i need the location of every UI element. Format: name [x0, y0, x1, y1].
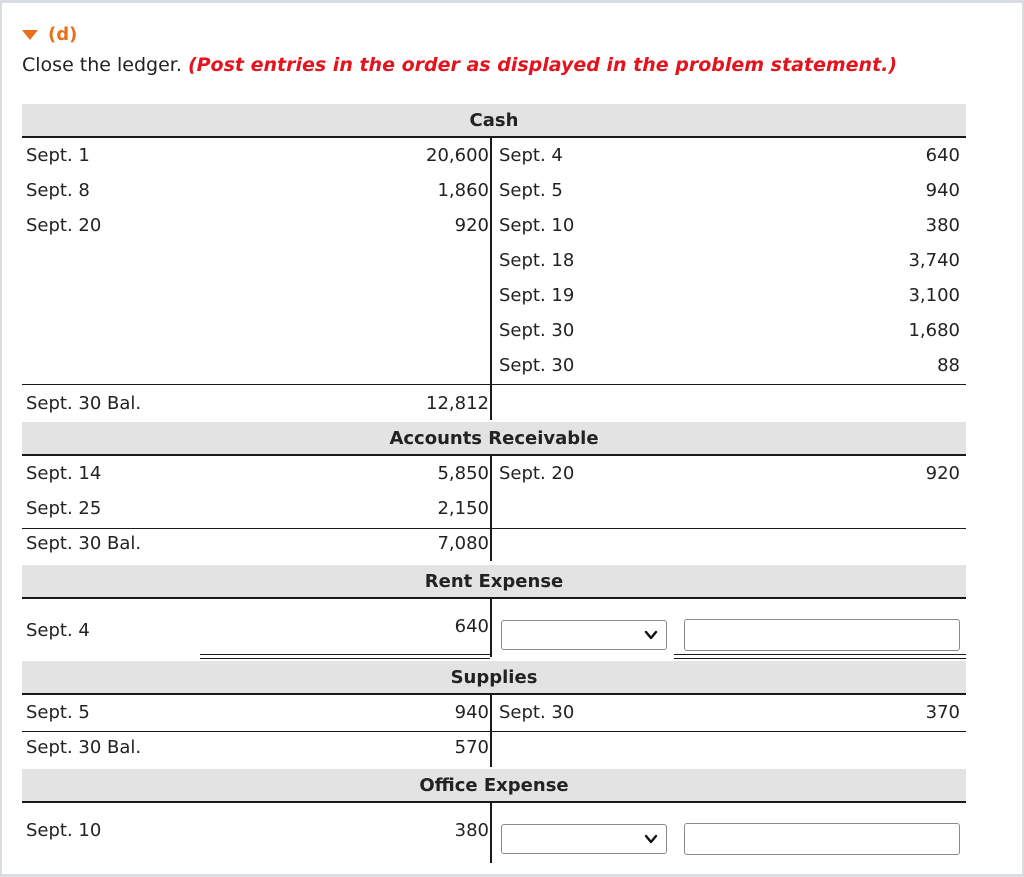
part-d-header[interactable]	[22, 22, 77, 46]
debit-amount: 920	[454, 215, 489, 236]
credit-date: Sept. 18	[499, 250, 575, 271]
debit-amount: 380	[454, 820, 489, 841]
ledger-row	[22, 208, 966, 243]
balance-row	[22, 386, 966, 421]
ledger-office-expense	[22, 769, 966, 848]
debit-amount: 640	[454, 616, 489, 637]
chevron-down-icon	[644, 832, 658, 846]
ledger-row	[22, 173, 966, 208]
ledger-row	[22, 695, 966, 730]
debit-amount: 5,850	[437, 463, 489, 484]
rent-expense-credit-account-select[interactable]	[501, 620, 667, 650]
ledger-row	[22, 243, 966, 278]
credit-date: Sept. 30	[499, 355, 575, 376]
instructions	[22, 54, 897, 76]
ledger-row	[22, 456, 966, 491]
credit-date: Sept. 19	[499, 285, 575, 306]
credit-amount: 3,100	[908, 285, 960, 306]
debit-amount: 940	[454, 702, 489, 723]
double-rule-left	[200, 654, 490, 655]
ledger-row	[22, 278, 966, 313]
ledger-cash	[22, 104, 966, 421]
ledger-accounts-receivable	[22, 422, 966, 561]
balance-row	[22, 526, 966, 561]
frame-border-top	[0, 0, 1024, 3]
chevron-down-icon	[644, 628, 658, 642]
credit-amount: 3,740	[908, 250, 960, 271]
double-rule-right	[674, 654, 966, 655]
credit-amount: 920	[925, 463, 960, 484]
double-rule-right	[674, 658, 966, 659]
credit-amount: 640	[925, 145, 960, 166]
debit-date: Sept. 10	[26, 820, 102, 841]
office-expense-credit-amount-input[interactable]	[684, 823, 960, 855]
part-label: (d)	[48, 23, 78, 45]
account-title: Office Expense	[22, 769, 966, 803]
double-rule-left	[200, 658, 490, 659]
ledger-rent-expense	[22, 565, 966, 648]
debit-amount: 2,150	[437, 498, 489, 519]
balance-date: Sept. 30 Bal.	[26, 533, 142, 554]
debit-date: Sept. 4	[26, 620, 90, 641]
credit-date: Sept. 10	[499, 215, 575, 236]
credit-amount: 370	[925, 702, 960, 723]
credit-date: Sept. 20	[499, 463, 575, 484]
balance-row	[22, 730, 966, 765]
debit-date: Sept. 25	[26, 498, 102, 519]
credit-date: Sept. 4	[499, 145, 563, 166]
office-expense-credit-account-select[interactable]	[501, 824, 667, 854]
balance-amount: 7,080	[437, 533, 489, 554]
credit-date: Sept. 30	[499, 320, 575, 341]
credit-amount: 1,680	[908, 320, 960, 341]
debit-amount: 1,860	[437, 180, 489, 201]
frame-border-left	[0, 0, 2, 877]
debit-date: Sept. 5	[26, 702, 90, 723]
debit-date: Sept. 14	[26, 463, 102, 484]
debit-date: Sept. 1	[26, 145, 90, 166]
balance-date: Sept. 30 Bal.	[26, 737, 142, 758]
balance-amount: 570	[454, 737, 489, 758]
credit-amount: 380	[925, 215, 960, 236]
instructions-note: (Post entries in the order as displayed in the problem statement.)	[187, 54, 898, 76]
rent-expense-credit-amount-input[interactable]	[684, 619, 960, 651]
debit-amount: 20,600	[426, 145, 489, 166]
account-title: Rent Expense	[22, 565, 966, 599]
instructions-text: Close the ledger.	[22, 54, 188, 76]
account-title: Cash	[22, 104, 966, 138]
credit-amount: 88	[937, 355, 960, 376]
balance-amount: 12,812	[426, 393, 489, 414]
debit-date: Sept. 8	[26, 180, 90, 201]
triangle-down-icon[interactable]	[22, 30, 38, 40]
ledger-row	[22, 348, 966, 383]
ledger-row	[22, 491, 966, 526]
balance-date: Sept. 30 Bal.	[26, 393, 142, 414]
ledger-supplies	[22, 661, 966, 765]
account-title: Supplies	[22, 661, 966, 695]
debit-date: Sept. 20	[26, 215, 102, 236]
credit-date: Sept. 5	[499, 180, 563, 201]
account-title: Accounts Receivable	[22, 422, 966, 456]
ledger-row	[22, 313, 966, 348]
credit-amount: 940	[925, 180, 960, 201]
ledger-row	[22, 138, 966, 173]
credit-date: Sept. 30	[499, 702, 575, 723]
balance-rule	[22, 384, 966, 385]
